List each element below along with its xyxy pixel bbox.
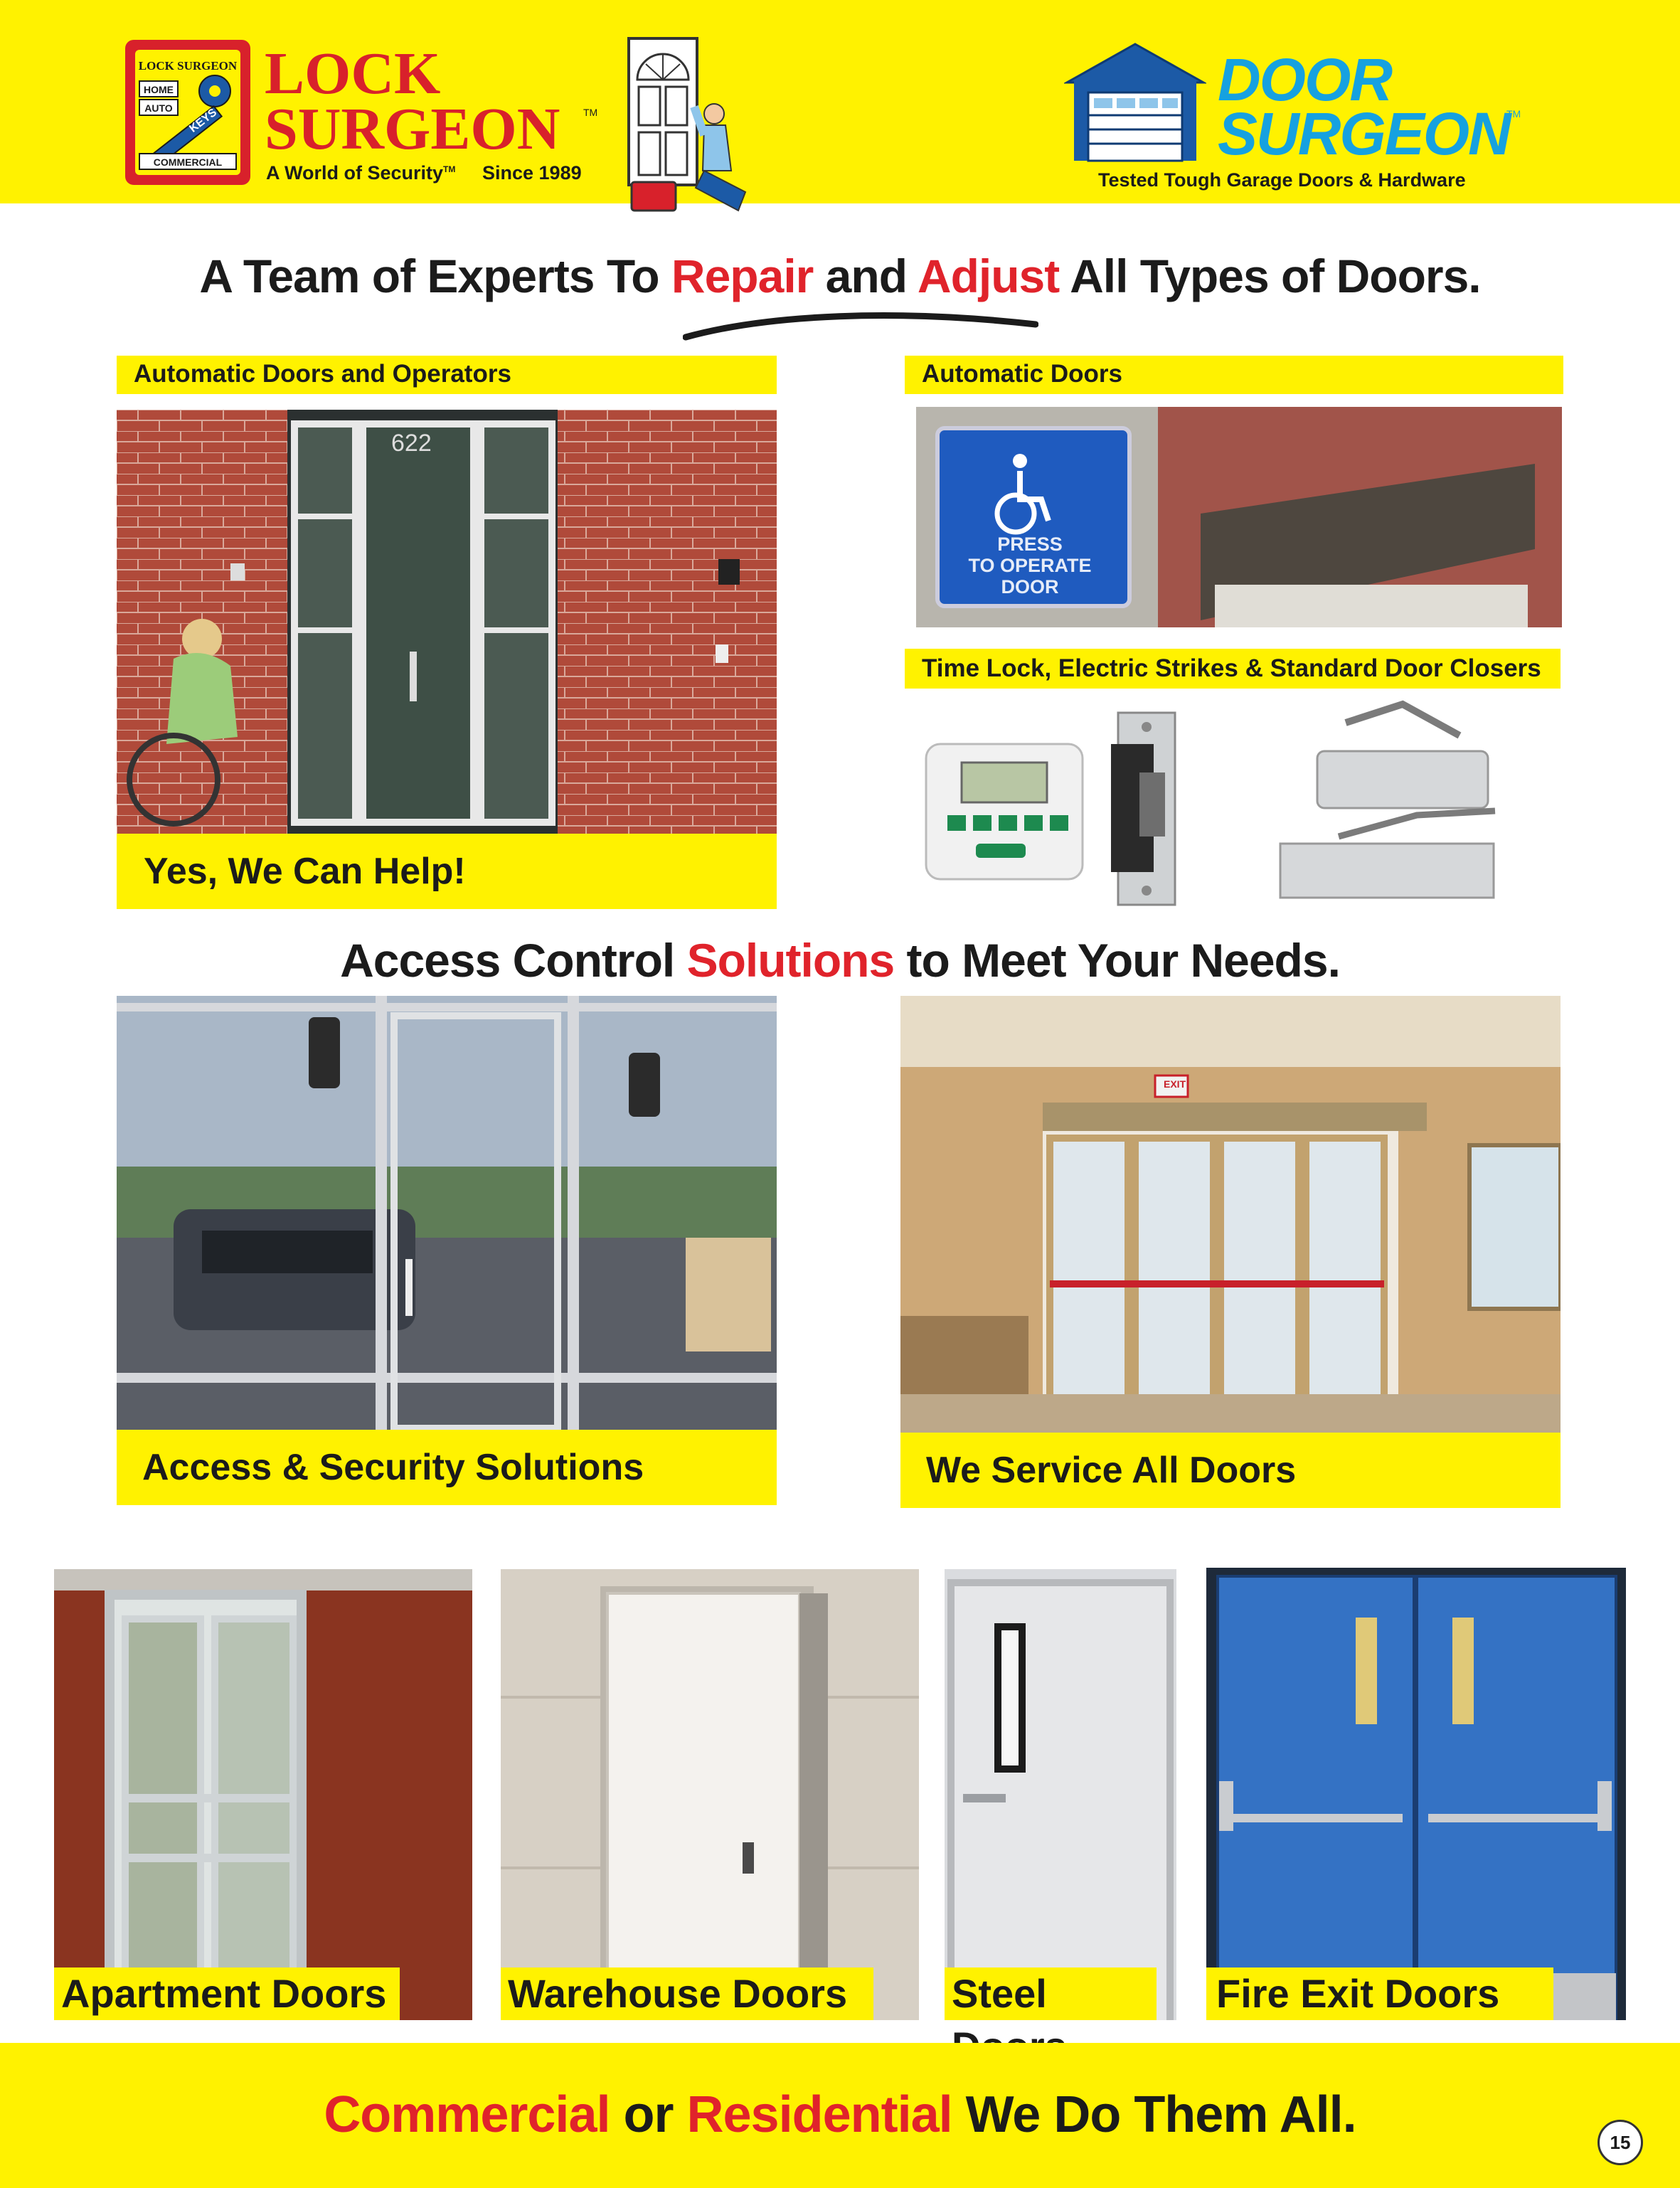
footer-slogan	[0, 2086, 1680, 2150]
photo-fire-exit-doors	[1206, 1568, 1626, 2020]
caption-we-service-all-doors: We Service All Doors	[900, 1433, 1561, 1508]
photo-apartment-doors	[54, 1569, 472, 2020]
caption-warehouse-doors: Warehouse Doors	[501, 1967, 873, 2020]
door-surgeon-title-line1: DOOR	[1218, 46, 1391, 113]
logo-keys-text: KEYS	[187, 106, 220, 135]
headline-1-part1: A Team of Experts To	[199, 250, 671, 302]
logo-commercial-text: COMMERCIAL	[153, 156, 223, 168]
footer-part1: or	[610, 2086, 687, 2143]
locksmith-door-illustration	[624, 36, 753, 221]
brush-underline	[683, 306, 1038, 341]
lock-surgeon-title-line1: LOCK	[265, 41, 441, 107]
push-button-line2: TO OPERATE	[968, 555, 1092, 576]
lock-surgeon-tagline	[266, 162, 455, 184]
label-automatic-doors-operators: Automatic Doors and Operators	[117, 356, 777, 394]
label-automatic-doors: Automatic Doors	[905, 356, 1563, 394]
photo-steel-doors	[945, 1569, 1176, 2020]
photo-sliding-doors	[900, 996, 1561, 1433]
door-closer-icon	[1280, 704, 1495, 898]
logo-auto-text: AUTO	[144, 102, 173, 114]
label-time-lock-strikes-closers: Time Lock, Electric Strikes & Standard Door Closers	[905, 649, 1561, 689]
photo-hardware-row	[905, 694, 1563, 908]
headline-team-of-experts	[0, 249, 1680, 306]
lock-tagline-trademark: TM	[443, 164, 456, 174]
door-number: 622	[391, 430, 432, 457]
headline-2-part1: Access Control	[340, 934, 687, 987]
electric-strike-icon	[1111, 713, 1175, 905]
logo-home-text: HOME	[144, 84, 174, 95]
door-surgeon-tagline: Tested Tough Garage Doors & Hardware	[1098, 169, 1466, 191]
exit-sign: EXIT	[1164, 1078, 1186, 1090]
headline-1-part3: All Types of Doors.	[1059, 250, 1481, 302]
page-number: 15	[1597, 2120, 1643, 2165]
headline-1-repair: Repair	[671, 250, 814, 302]
push-button-line3: DOOR	[1001, 576, 1059, 598]
time-lock-icon	[926, 744, 1083, 879]
push-button-text	[945, 533, 1115, 598]
headline-1-adjust: Adjust	[917, 250, 1060, 302]
footer-part2: We Do Them All.	[952, 2086, 1356, 2143]
caption-apartment-doors: Apartment Doors	[54, 1967, 400, 2020]
headline-access-control	[0, 933, 1680, 990]
caption-access-security: Access & Security Solutions	[117, 1430, 777, 1505]
lock-surgeon-since: Since 1989	[482, 162, 582, 184]
caption-yes-we-can-help: Yes, We Can Help!	[117, 834, 777, 909]
lock-trademark: TM	[583, 107, 598, 118]
lock-surgeon-logo-badge	[125, 40, 250, 185]
photo-automatic-door-wheelchair	[117, 410, 777, 834]
footer-commercial: Commercial	[324, 2086, 610, 2143]
lock-surgeon-title-line2: SURGEON	[265, 96, 560, 162]
door-trademark: TM	[1506, 108, 1521, 120]
caption-steel-doors: Steel	[945, 1967, 1157, 2020]
headline-2-part2: to Meet Your Needs.	[894, 934, 1340, 987]
photo-push-button-operator	[916, 407, 1562, 627]
garage-icon	[1064, 41, 1206, 164]
logo-arc-text: LOCK SURGEON	[138, 59, 238, 73]
caption-fire-exit-doors: Fire Exit Doors	[1206, 1967, 1553, 2020]
headline-1-part2: and	[813, 250, 918, 302]
footer-residential: Residential	[686, 2086, 952, 2143]
photo-access-glass-doors	[117, 996, 777, 1430]
lock-tagline-text: A World of Security	[266, 162, 444, 184]
door-surgeon-title-line2: SURGEON	[1218, 100, 1510, 167]
headline-2-solutions: Solutions	[686, 934, 895, 987]
photo-warehouse-doors	[501, 1569, 919, 2020]
push-button-line1: PRESS	[997, 533, 1063, 555]
